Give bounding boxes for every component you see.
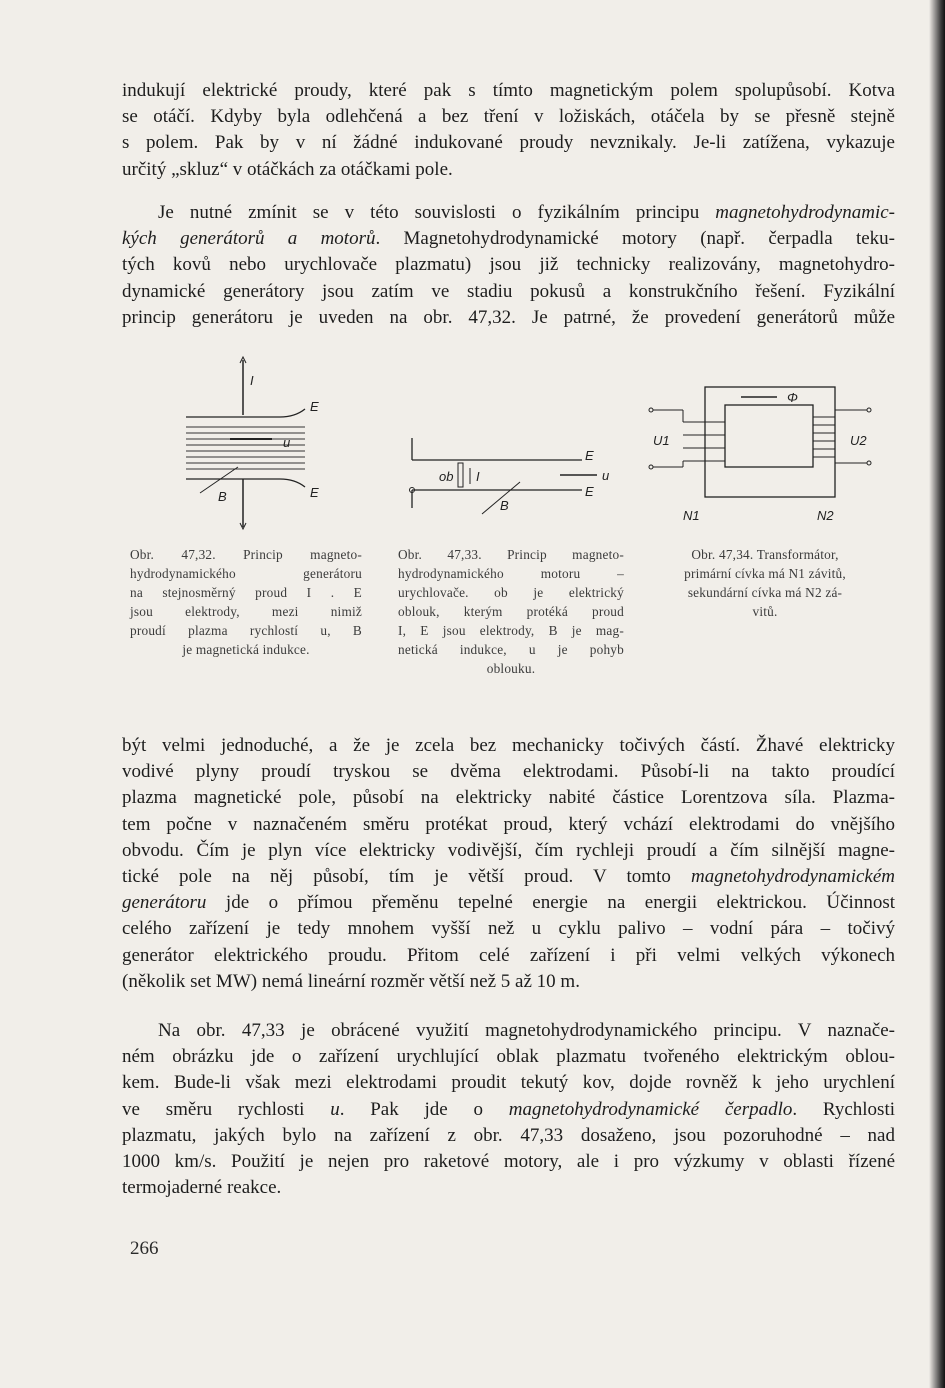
caption-line: oblouku. — [486, 661, 536, 676]
text-line — [122, 226, 895, 252]
caption-line: primární cívka má N1 závitů, — [684, 566, 846, 581]
mhd-motor-diagram — [402, 430, 622, 520]
paragraph-3 — [122, 733, 895, 995]
caption-line: hydrodynamického motoru – — [398, 566, 624, 581]
text-run: jde o přímou přeměnu tepelné energie na energii elektrickou. Účinnost — [206, 892, 895, 914]
text-run: ve směru rychlosti — [122, 1098, 331, 1120]
text-line: tem počne v naznačeném směru protékat proud, který vchází elektrodami do vnějšího — [122, 813, 895, 835]
text-line: ném obrázku jde o zařízení urychlující oblak plazmatu tvořeného elektrickým oblou- — [122, 1046, 895, 1068]
text-run: tické pole na něj působí, tím je větší proud. V tomto — [122, 866, 691, 888]
mhd-generator-diagram — [180, 355, 340, 535]
label-electrode-top: E — [585, 448, 594, 463]
text-line: obvodu. Čím je plyn více elektricky vodivější, čím rychleji proudí a čím silnější magne- — [122, 839, 895, 861]
text-run: . Rychlosti — [792, 1098, 896, 1120]
caption-line: Obr. 47,33. Princip magneto- — [398, 547, 624, 562]
text-run: Je nutné zmínit se v této souvislosti o fyzikálním principu — [158, 202, 716, 223]
text-run: . Magnetohydrodynamické motory (např. čerpadla teku- — [375, 228, 895, 250]
label-velocity: u — [602, 468, 610, 483]
italic-term: u — [330, 1098, 340, 1120]
text-line — [122, 200, 895, 226]
caption-fig-47-33 — [398, 545, 624, 678]
italic-term: magnetohydrodynamickém — [690, 866, 895, 888]
label-arc: ob — [439, 469, 454, 484]
page-number: 266 — [130, 1238, 159, 1259]
label-induction: B — [218, 489, 227, 504]
label-flux: Φ — [787, 390, 798, 405]
caption-line: je magnetická indukce. — [182, 642, 310, 657]
paragraph-2 — [122, 200, 895, 331]
label-current: I — [476, 469, 480, 484]
text-line: kem. Bude-li však mezi elektrodami proudit tekutý kov, dojde rovněž k jeho urychlení — [122, 1072, 895, 1094]
caption-line: vitů. — [752, 604, 778, 619]
text-line: princip generátoru je uveden na obr. 47,32. Je patrné, že provedení generátorů může — [122, 306, 895, 328]
caption-line: netická indukce, u je pohyb — [398, 642, 624, 657]
text-line: být velmi jednoduché, a že je zcela bez mechanicky točivých částí. Žhavé elektricky — [122, 735, 895, 756]
caption-line: urychlovače. ob je elektrický — [398, 585, 624, 600]
text-line: (několik set MW) nemá lineární rozměr větší než 5 až 10 m. — [122, 970, 580, 992]
label-primary-turns: N1 — [683, 508, 700, 523]
text-line: tých kovů nebo urychlovače plazmatu) jsou již technicky realizovány, magnetohydro- — [122, 254, 895, 276]
transformer-diagram — [645, 375, 880, 525]
text-line: indukují elektrické proudy, které pak s tímto magnetickým polem spolupůsobí. Kotva — [122, 80, 895, 101]
caption-line: proudí plazma rychlostí u, B — [130, 623, 362, 638]
paragraph-1 — [122, 78, 895, 183]
caption-line: sekundární cívka má N2 zá- — [687, 585, 843, 600]
italic-term: kých generátorů a motorů — [122, 228, 376, 250]
label-electrode-top: E — [310, 399, 319, 414]
text-line: určitý „skluz“ v otáčkách za otáčkami pole. — [122, 158, 453, 180]
caption-fig-47-32 — [130, 545, 362, 659]
text-line: s polem. Pak by v ní žádné indukované proudy nevznikaly. Je-li zatížena, vykazuje — [122, 132, 895, 154]
text-line: Na obr. 47,33 je obrácené využití magnetohydrodynamického principu. V naznače- — [158, 1020, 895, 1041]
text-line: termojaderné reakce. — [122, 1177, 282, 1199]
caption-line: hydrodynamického generátoru — [130, 566, 362, 581]
figure-transformer — [645, 375, 880, 525]
italic-term: generátoru — [122, 892, 207, 914]
label-electrode-bottom: E — [585, 484, 594, 499]
figure-mhd-generator — [180, 355, 340, 535]
text-line: se otáčí. Kdyby byla odlehčená a bez tření v ložiskách, otáčela by se přesně stejně — [122, 106, 895, 128]
text-line — [122, 1097, 895, 1123]
caption-line: Obr. 47,34. Transformátor, — [691, 547, 839, 562]
label-induction: B — [500, 498, 509, 513]
paragraph-4 — [122, 1018, 895, 1201]
italic-term: magnetohydrodynamické čerpadlo — [508, 1098, 793, 1120]
figure-mhd-motor — [402, 430, 622, 520]
text-line: 1000 km/s. Použití je nejen pro raketové motory, ale i pro výzkumy v oblasti řízené — [122, 1151, 895, 1173]
italic-term: magnetohydrodynamic- — [715, 202, 895, 223]
text-line: dynamické generátory jsou zatím ve stadiu pokusů a konstrukčního řešení. Fyzikální — [122, 280, 895, 302]
page-edge-shadow — [929, 0, 945, 1388]
text-line: plazmatu, jakých bylo na zařízení z obr. 47,33 dosaženo, jsou pozoruhodné – nad — [122, 1124, 895, 1146]
text-line — [122, 864, 895, 890]
caption-line: na stejnosměrný proud I . E — [130, 585, 362, 600]
text-run: . Pak jde o — [339, 1098, 509, 1120]
caption-fig-47-34 — [650, 545, 880, 621]
text-line: celého zařízení je tedy mnohem vyšší než u cyklu palivo – vodní pára – točivý — [122, 918, 895, 940]
caption-line: Obr. 47,32. Princip magneto- — [130, 547, 362, 562]
label-primary-voltage: U1 — [653, 433, 670, 448]
label-secondary-voltage: U2 — [850, 433, 867, 448]
label-electrode-bottom: E — [310, 485, 319, 500]
text-line: generátor elektrického proudu. Přitom celé zařízení i při velmi velkých výkonech — [122, 944, 895, 966]
text-line — [122, 890, 895, 916]
text-line: vodivé plyny proudí tryskou se dvěma elektrodami. Působí-li na takto proudící — [122, 761, 895, 783]
label-current: I — [250, 373, 254, 388]
caption-line: I, E jsou elektrody, B je mag- — [398, 623, 624, 638]
label-secondary-turns: N2 — [817, 508, 834, 523]
caption-line: oblouk, kterým protéká proud — [398, 604, 624, 619]
caption-line: jsou elektrody, mezi nimiž — [130, 604, 362, 619]
label-velocity: u — [283, 435, 291, 450]
text-line: plazma magnetické pole, působí na elektricky nabité částice Lorentzova síla. Plazma- — [122, 787, 895, 809]
